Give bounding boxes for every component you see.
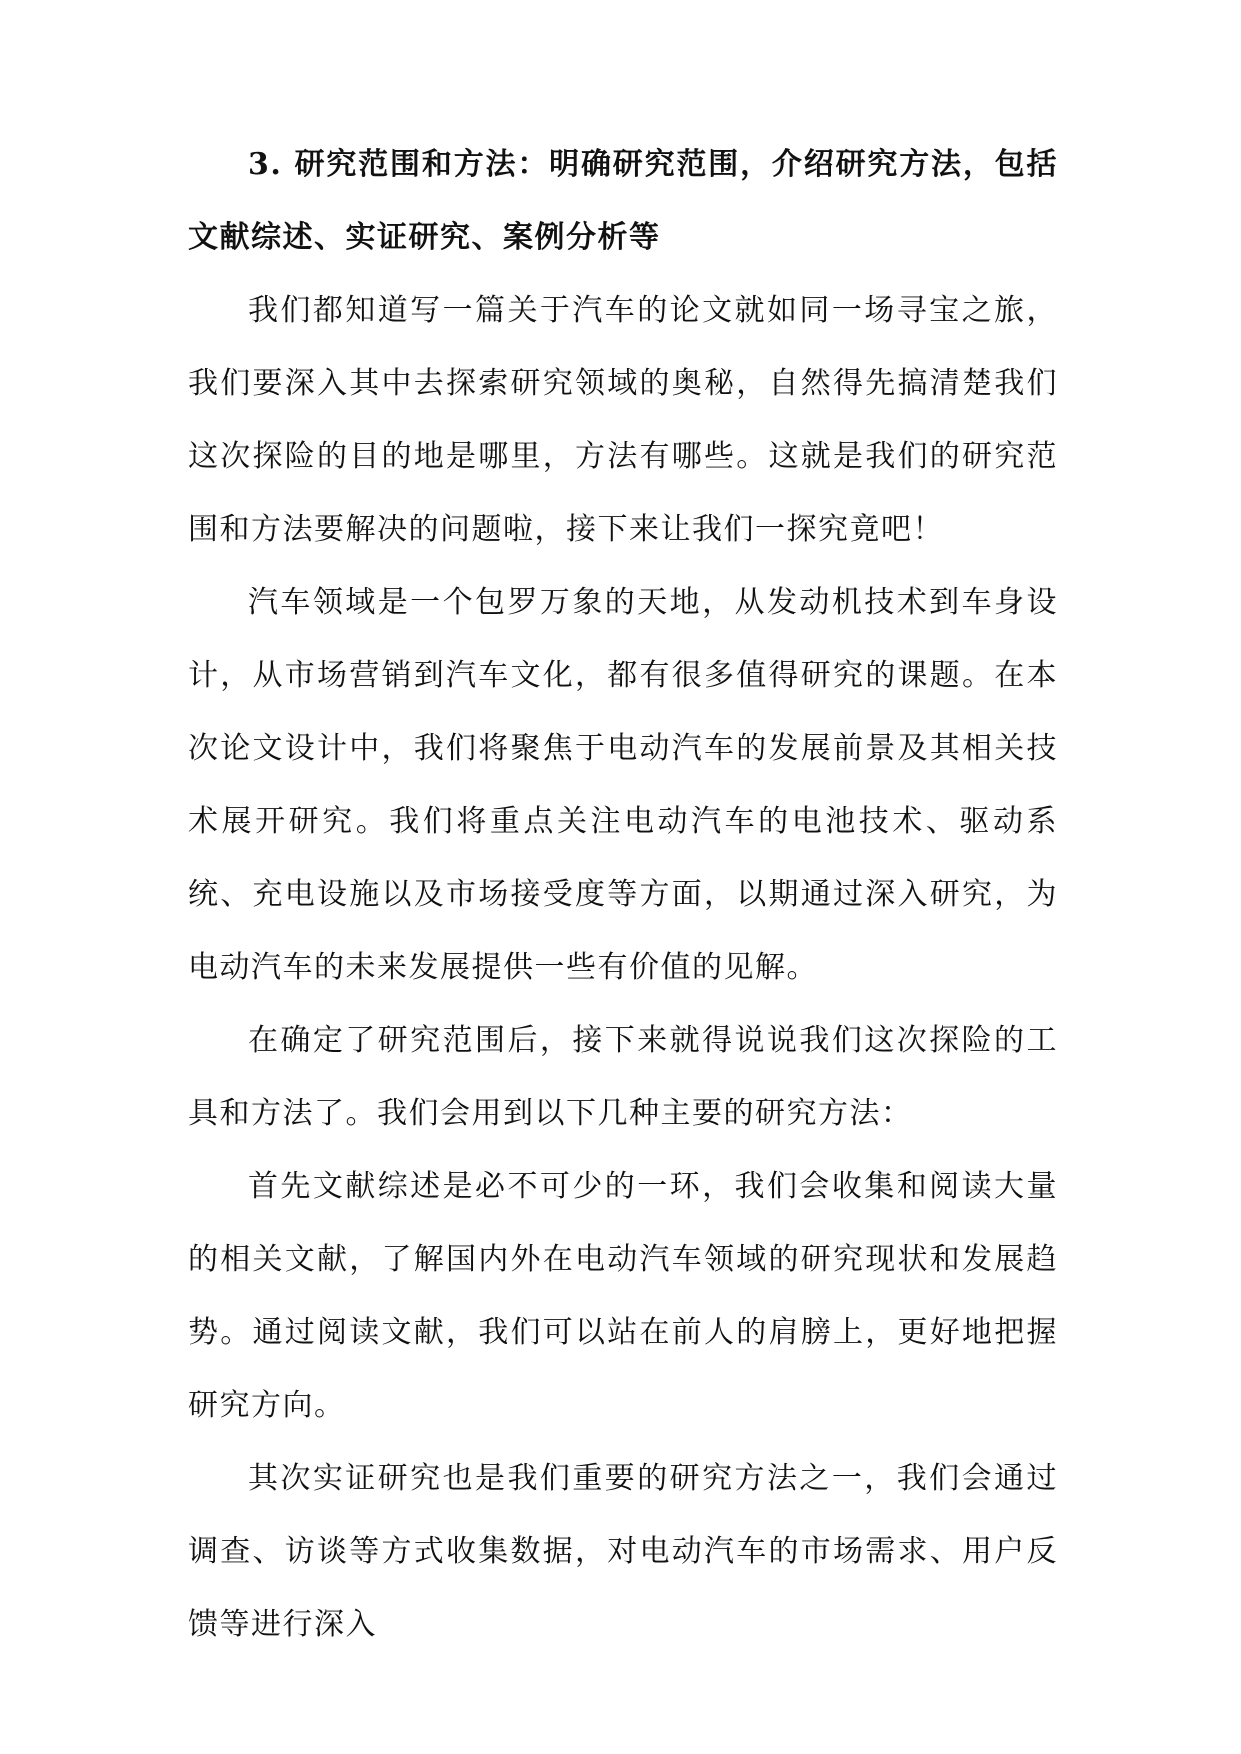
paragraph-empirical-research: 其次实证研究也是我们重要的研究方法之一，我们会通过调查、访谈等方式收集数据，对电动汽车的市场需求、用户反馈等进行深入 <box>188 1461 1058 1642</box>
paragraph-intro: 我们都知道写一篇关于汽车的论文就如同一场寻宝之旅，我们要深入其中去探索研究领域的奥秘，自然得先搞清楚我们这次探险的目的地是哪里，方法有哪些。这就是我们的研究范围和方法要解决的问题啦，接下来让我们一探究竟吧！ <box>188 293 1058 547</box>
paragraph-literature-review: 首先文献综述是必不可少的一环，我们会收集和阅读大量的相关文献，了解国内外在电动汽车领域的研究现状和发展趋势。通过阅读文献，我们可以站在前人的肩膀上，更好地把握研究方向。 <box>188 1169 1058 1423</box>
document-body <box>188 128 1058 1661</box>
paragraph-scope: 汽车领域是一个包罗万象的天地，从发动机技术到车身设计，从市场营销到汽车文化，都有很多值得研究的课题。在本次论文设计中，我们将聚焦于电动汽车的发展前景及其相关技术展开研究。我们将重点关注电动汽车的电池技术、驱动系统、充电设施以及市场接受度等方面，以期通过深入研究，为电动汽车的未来发展提供一些有价值的见解。 <box>188 585 1058 985</box>
section-heading: 3. 研究范围和方法：明确研究范围，介绍研究方法，包括文献综述、实证研究、案例分析等 <box>188 147 1058 255</box>
paragraph-methods-intro: 在确定了研究范围后，接下来就得说说我们这次探险的工具和方法了。我们会用到以下几种主要的研究方法： <box>188 1023 1058 1131</box>
